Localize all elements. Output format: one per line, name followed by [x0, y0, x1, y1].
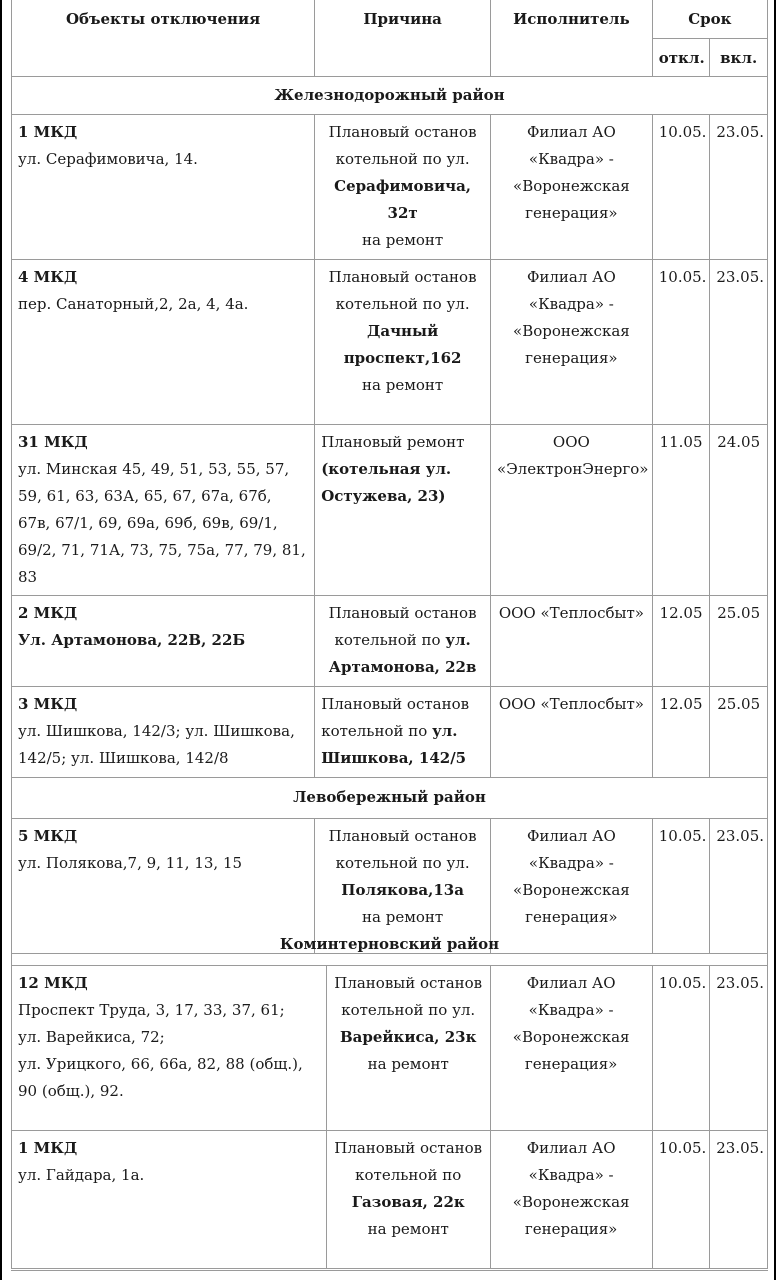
- off-date: 12.05: [652, 595, 710, 686]
- executor: Филиал АО «Квадра» - «Воронежская генерация»: [490, 1130, 652, 1268]
- on-date: 23.05.: [710, 965, 768, 1130]
- executor: Филиал АО «Квадра» - «Воронежская генерация»: [490, 965, 652, 1130]
- building-count: 4 МКД: [18, 267, 78, 286]
- reason-boiler: (котельная ул. Остужева, 23): [321, 459, 452, 505]
- off-date: 10.05.: [652, 259, 710, 424]
- col-on-header: вкл.: [710, 38, 768, 76]
- district-levoberezhny: Левобережный район: [12, 777, 768, 818]
- address: Проспект Труда, 3, 17, 33, 37, 61;: [18, 1000, 285, 1019]
- address: пер. Санаторный,2, 2а, 4, 4а.: [18, 294, 249, 313]
- on-date: 25.05: [710, 686, 768, 777]
- building-count: 5 МКД: [18, 826, 78, 845]
- off-date: 10.05.: [652, 114, 710, 259]
- reason-text: Плановый останов котельной по: [334, 1138, 483, 1184]
- address: ул. Урицкого, 66, 66а, 82, 88 (общ.), 90 (общ.), 92.: [18, 1054, 303, 1100]
- building-count: 1 МКД: [18, 1138, 78, 1157]
- table-row: [12, 1130, 768, 1268]
- on-date: 23.05.: [710, 818, 768, 953]
- table-row: [12, 114, 768, 259]
- reason-boiler: Газовая, 22к: [351, 1192, 465, 1211]
- executor: Филиал АО «Квадра» - «Воронежская генерация»: [491, 818, 653, 953]
- col-term-header: Срок: [652, 0, 767, 38]
- address: Ул. Артамонова, 22В, 22Б: [18, 630, 246, 649]
- on-date: 25.05: [710, 595, 768, 686]
- table-row: [12, 424, 768, 595]
- col-reason-header: Причина: [315, 0, 491, 76]
- reason-text: на ремонт: [367, 1219, 449, 1238]
- table-row: [12, 595, 768, 686]
- address: ул. Полякова,7, 9, 11, 13, 15: [18, 853, 243, 872]
- building-count: 3 МКД: [18, 694, 78, 713]
- reason-text: Плановый останов котельной по ул.: [328, 267, 477, 313]
- col-objects-header: Объекты отключения: [12, 0, 315, 76]
- reason-boiler: Полякова,13а: [341, 880, 464, 899]
- executor: ООО «Теплосбыт»: [491, 595, 653, 686]
- on-date: 24.05: [710, 424, 768, 595]
- reason-text: на ремонт: [367, 1054, 449, 1073]
- table-row: [12, 686, 768, 777]
- reason-boiler: ул. Артамонова, 22в: [328, 630, 477, 676]
- reason-boiler: Серафимовича, 32т: [334, 176, 472, 222]
- address: ул. Шишкова, 142/3; ул. Шишкова, 142/5; ул. Шишкова, 142/8: [18, 721, 295, 767]
- reason-boiler: ул. Шишкова, 142/5: [321, 721, 467, 767]
- executor: Филиал АО «Квадра» - «Воронежская генерация»: [491, 114, 653, 259]
- address: ул. Гайдара, 1а.: [18, 1165, 145, 1184]
- building-count: 1 МКД: [18, 122, 78, 141]
- building-count: 31 МКД: [18, 432, 88, 451]
- reason-text: на ремонт: [362, 907, 444, 926]
- off-date: 12.05: [652, 686, 710, 777]
- building-count: 12 МКД: [18, 973, 88, 992]
- reason-boiler: Варейкиса, 23к: [339, 1027, 477, 1046]
- district-kominternovsky: Коминтерновский район: [12, 925, 768, 965]
- address: ул. Минская 45, 49, 51, 53, 55, 57, 59, 61, 63, 63А, 65, 67, 67а, 67б, 67в, 67/1, 69, 69а, 69б, 69в, 69/1, 69/2, 71, 71А, 73, 75, 75а, 77, 79, 81, 83: [18, 459, 306, 586]
- reason-boiler: Дачный проспект,162: [343, 321, 462, 367]
- reason-text: Плановый останов котельной по ул.: [328, 826, 477, 872]
- address: ул. Варейкиса, 72;: [18, 1027, 165, 1046]
- next-row-border: [11, 1270, 768, 1271]
- reason-text: Плановый останов котельной по: [321, 694, 470, 740]
- reason-text: на ремонт: [362, 230, 444, 249]
- off-date: 10.05.: [652, 965, 710, 1130]
- executor: ООО «Теплосбыт»: [491, 686, 653, 777]
- reason-text: Плановый останов котельной по ул.: [334, 973, 483, 1019]
- on-date: 23.05.: [710, 1130, 768, 1268]
- reason-text: Плановый ремонт: [321, 432, 465, 451]
- district-zheleznodorozhny: Железнодорожный район: [12, 76, 768, 114]
- off-date: 11.05: [652, 424, 710, 595]
- col-off-header: откл.: [652, 38, 710, 76]
- building-count: 2 МКД: [18, 603, 78, 622]
- on-date: 23.05.: [710, 114, 768, 259]
- reason-text: Плановый останов котельной по: [328, 603, 477, 649]
- off-date: 10.05.: [652, 1130, 710, 1268]
- on-date: 23.05.: [710, 259, 768, 424]
- outage-table-part-1: [11, 0, 768, 954]
- table-row: [12, 259, 768, 424]
- left-page-edge: [0, 0, 2, 1280]
- col-executor-header: Исполнитель: [491, 0, 653, 76]
- reason-text: на ремонт: [362, 375, 444, 394]
- outage-table-part-2: [11, 925, 768, 1269]
- off-date: 10.05.: [652, 818, 710, 953]
- address: ул. Серафимовича, 14.: [18, 149, 198, 168]
- reason-text: Плановый останов котельной по ул.: [328, 122, 477, 168]
- table-row: [12, 965, 768, 1130]
- executor: Филиал АО «Квадра» - «Воронежская генерация»: [491, 259, 653, 424]
- executor: ООО «ЭлектронЭнерго»: [491, 424, 653, 595]
